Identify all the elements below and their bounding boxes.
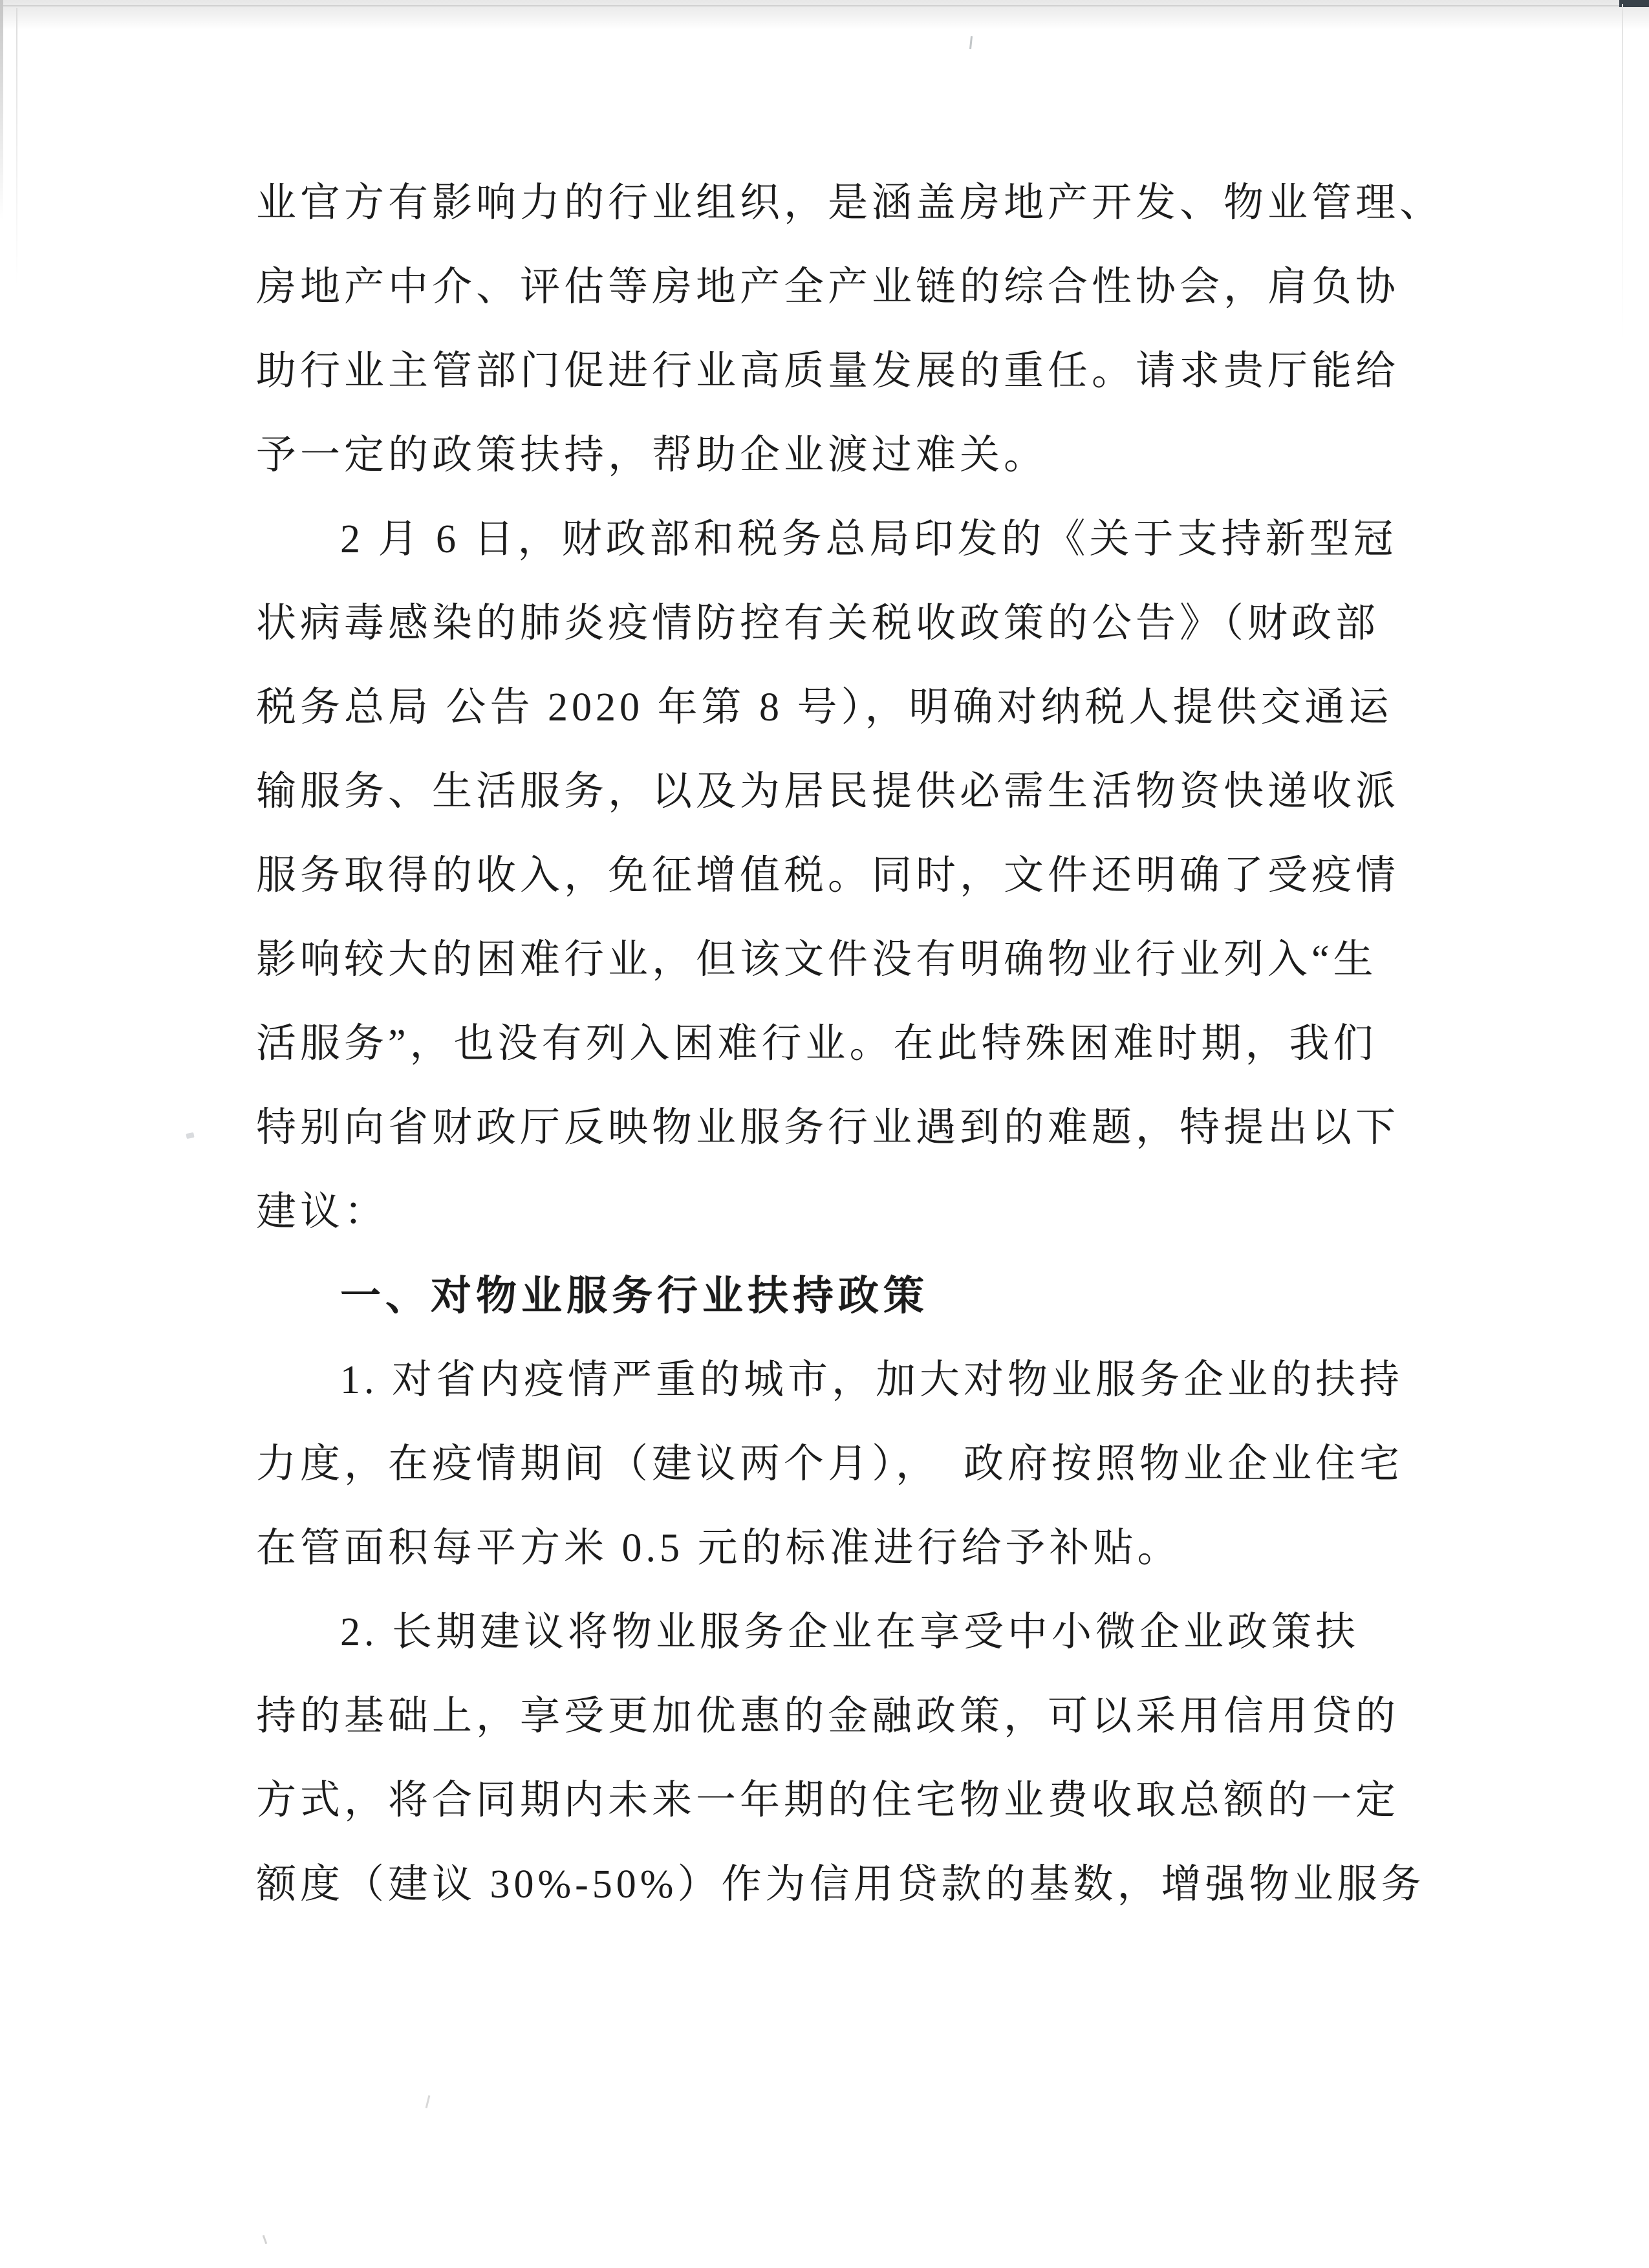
scan-top-edge-line	[0, 5, 1649, 6]
text-line: 输服务、生活服务，以及为居民提供必需生活物资快递收派	[256, 770, 1400, 814]
text-line: 方式，将合同期内未来一年期的住宅物业费收取总额的一定	[256, 1778, 1400, 1822]
section-heading: 一、对物业服务行业扶持政策	[340, 1273, 929, 1319]
text-line: 影响较大的困难行业，但该文件没有明确物业行业列入“生	[256, 938, 1377, 982]
text-line: 2. 长期建议将物业服务企业在享受中小微企业政策扶	[340, 1610, 1360, 1654]
document-text-block	[256, 161, 1444, 1927]
scan-top-gray-band	[0, 0, 1649, 30]
scan-speck	[186, 1132, 194, 1139]
text-line: 服务取得的收入，免征增值税。同时，文件还明确了受疫情	[256, 854, 1400, 898]
text-line: 力度，在疫情期间（建议两个月）， 政府按照物业企业住宅	[256, 1442, 1404, 1486]
scan-left-edge-line	[0, 0, 3, 220]
text-line: 在管面积每平方米 0.5 元的标准进行给予补贴。	[256, 1526, 1181, 1570]
scan-right-faint-line	[1622, 4, 1623, 340]
text-line: 税务总局 公告 2020 年第 8 号），明确对纳税人提供交通运	[256, 686, 1393, 729]
text-line: 持的基础上，享受更加优惠的金融政策，可以采用信用贷的	[256, 1694, 1400, 1738]
text-line: 状病毒感染的肺炎疫情防控有关税收政策的公告》（财政部	[256, 601, 1380, 645]
scan-left-faint-line	[16, 8, 17, 286]
text-line: 房地产中介、评估等房地产全产业链的综合性协会，肩负协	[256, 265, 1400, 309]
scan-speck	[263, 2235, 268, 2244]
text-line: 助行业主管部门促进行业高质量发展的重任。请求贵厅能给	[256, 349, 1400, 393]
scan-corner-mark	[1619, 0, 1649, 7]
text-line: 1. 对省内疫情严重的城市，加大对物业服务企业的扶持	[340, 1358, 1404, 1402]
text-line: 活服务”，也没有列入困难行业。在此特殊困难时期，我们	[256, 1022, 1377, 1066]
scan-speck	[969, 36, 973, 49]
text-line: 2 月 6 日，财政部和税务总局印发的《关于支持新型冠	[340, 517, 1397, 561]
text-line: 予一定的政策扶持，帮助企业渡过难关。	[256, 433, 1048, 477]
text-line: 业官方有影响力的行业组织，是涵盖房地产开发、物业管理、	[256, 181, 1444, 225]
scan-speck	[426, 2095, 431, 2108]
text-line: 特别向省财政厅反映物业服务行业遇到的难题，特提出以下	[256, 1106, 1400, 1150]
text-line: 建议：	[256, 1190, 389, 1234]
text-line: 额度（建议 30%-50%）作为信用贷款的基数，增强物业服务	[256, 1863, 1425, 1906]
